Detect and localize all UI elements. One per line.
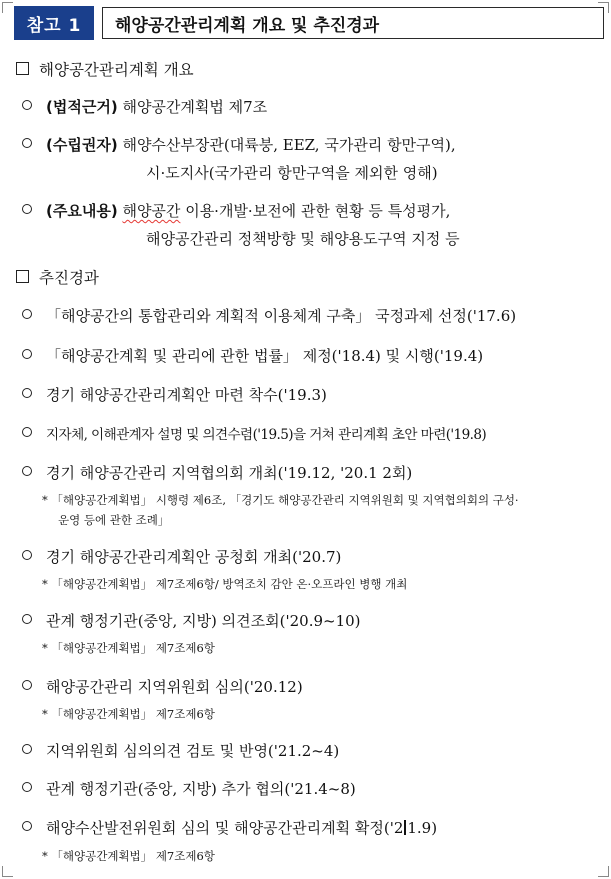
circle-bullet-icon <box>22 349 32 359</box>
footnote: * 「해양공간계획법」 제7조제6항 <box>42 849 215 863</box>
list-item: 「해양공간의 통합관리와 계획적 이용체계 구축」 국정과제 선정('17.6) <box>22 305 516 326</box>
list-item: 경기 해양공간관리 지역협의회 개최('19.12, '20.1 2회) <box>22 462 412 483</box>
circle-bullet-icon <box>22 550 32 560</box>
list-item: (주요내용) 해양공간 이용·개발·보전에 관한 현황 등 특성평가, <box>22 200 450 221</box>
circle-bullet-icon <box>22 680 32 690</box>
list-item-continuation: 해양공간관리 정책방향 및 해양용도구역 지정 등 <box>146 230 460 248</box>
page-corner-mark <box>598 866 609 877</box>
spellcheck-underlined-text: 해양공간 <box>122 202 181 220</box>
footnote: * 「해양공간계획법」 제7조제6항/ 방역조치 감안 온·오프라인 병행 개최 <box>42 577 408 591</box>
list-item: 해양공간관리 지역위원회 심의('20.12) <box>22 676 303 697</box>
circle-bullet-icon <box>22 614 32 624</box>
circle-bullet-icon <box>22 466 32 476</box>
section-heading-progress: 추진경과 <box>16 266 99 288</box>
reference-tag: 참고 1 <box>14 6 94 40</box>
list-item: 경기 해양공간관리계획안 마련 착수('19.3) <box>22 384 327 405</box>
footnote: * 「해양공간계획법」 제7조제6항 <box>42 641 215 655</box>
circle-bullet-icon <box>22 782 32 792</box>
list-item: (수립권자) 해양수산부장관(대륙붕, EEZ, 국가관리 항만구역), <box>22 134 456 155</box>
list-item: 경기 해양공간관리계획안 공청회 개최('20.7) <box>22 546 341 567</box>
list-item-continuation: 시·도지사(국가관리 항만구역을 제외한 영해) <box>146 164 438 182</box>
circle-bullet-icon <box>22 100 32 110</box>
circle-bullet-icon <box>22 204 32 214</box>
list-item: 해양수산발전위원회 심의 및 해양공간관리계획 확정('2 1.9) <box>22 817 437 838</box>
list-item: 지역위원회 심의의견 검토 및 반영('21.2~4) <box>22 740 339 761</box>
section-heading-overview: 해양공간관리계획 개요 <box>16 58 194 80</box>
circle-bullet-icon <box>22 388 32 398</box>
title-row <box>14 6 604 42</box>
checkbox-square-icon <box>16 62 29 75</box>
list-item: 관계 행정기관(중앙, 지방) 의견조회('20.9~10) <box>22 610 361 631</box>
circle-bullet-icon <box>22 138 32 148</box>
circle-bullet-icon <box>22 309 32 319</box>
circle-bullet-icon <box>22 427 32 437</box>
footnote: * 「해양공간계획법」 제7조제6항 <box>42 707 215 721</box>
checkbox-square-icon <box>16 270 29 283</box>
circle-bullet-icon <box>22 821 32 831</box>
page-corner-mark <box>2 866 13 877</box>
list-item: (법적근거) 해양공간계획법 제7조 <box>22 96 267 117</box>
circle-bullet-icon <box>22 744 32 754</box>
list-item: 관계 행정기관(중앙, 지방) 추가 협의('21.4~8) <box>22 778 356 799</box>
footnote-continuation: 운영 등에 관한 조례」 <box>58 513 170 527</box>
list-item: 「해양공간계획 및 관리에 관한 법률」 제정('18.4) 및 시행('19.4) <box>22 345 483 366</box>
footnote: * 「해양공간계획법」 시행령 제6조, 「경기도 해양공간관리 지역위원회 및 지역협의회의 구성· <box>42 493 519 507</box>
list-item: 지자체, 이해관계자 설명 및 의견수렴('19.5)을 거쳐 관리계획 초안 마련('19.8) <box>22 423 486 443</box>
page-corner-mark <box>2 2 13 13</box>
page-title: 해양공간관리계획 개요 및 추진경과 <box>102 7 604 39</box>
